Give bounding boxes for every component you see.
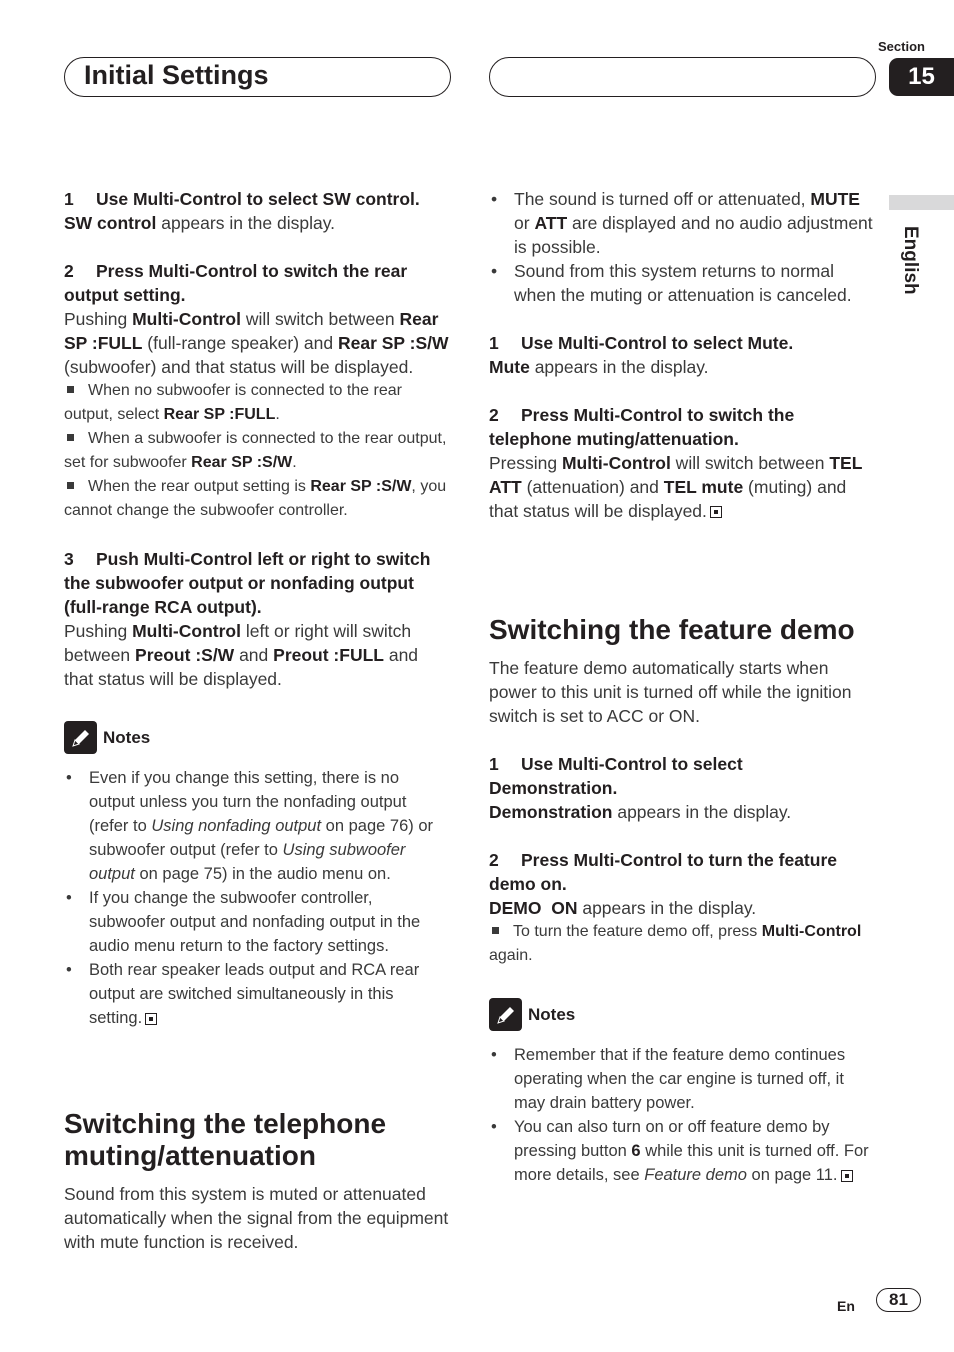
- section-label: Section: [878, 39, 925, 54]
- right-column: [489, 187, 874, 523]
- list-item: • Both rear speaker leads output and RCA rear output are switched simultaneously in this setting.: [64, 958, 449, 1030]
- list-item: • You can also turn on or off feature demo by pressing button 6 while this unit is turned off. For more details, see Feature demo on page 11.: [489, 1115, 874, 1187]
- pencil-note-icon: [64, 721, 97, 754]
- pencil-note-icon: [489, 998, 522, 1031]
- paragraph: Demonstration appears in the display.: [489, 802, 792, 822]
- square-note: When no subwoofer is connected to the rear output, select Rear SP :FULL.: [64, 382, 402, 423]
- step-heading: 1 Use Multi-Control to select Demonstration.: [489, 754, 743, 798]
- paragraph: Sound from this system is muted or attenuated automatically when the signal from the equipment with mute function is received.: [64, 1184, 449, 1252]
- list-item: • The sound is turned off or attenuated, MUTE or ATT are displayed and no audio adjustment is possible.: [489, 187, 874, 259]
- square-bullet-icon: [67, 482, 74, 489]
- paragraph: Pushing Multi-Control will switch between Rear SP :FULL (full-range speaker) and Rear SP :S/W (subwoofer) and that status will be displayed.: [64, 309, 449, 377]
- paragraph: SW control appears in the display.: [64, 213, 336, 233]
- end-mark-icon: [841, 1170, 853, 1182]
- notes-heading: Notes: [489, 998, 874, 1031]
- step-heading: 2 Press Multi-Control to switch the rear output setting.: [64, 261, 408, 305]
- list-item: • Even if you change this setting, there is no output unless you turn the nonfading output (refer to Using nonfading output on page 76) or subwoofer output (refer to Using subwoofer output on page 75) in the audio menu on.: [64, 766, 449, 886]
- left-column: [64, 187, 449, 1030]
- feature-demo-section: [489, 614, 874, 1187]
- section-heading: Switching the telephone muting/attenuation: [64, 1108, 387, 1171]
- step-heading: 2 Press Multi-Control to switch the telephone muting/attenuation.: [489, 405, 795, 449]
- footer-language: En: [837, 1298, 855, 1314]
- step-heading: 1 Use Multi-Control to select SW control.: [64, 189, 420, 209]
- square-bullet-icon: [492, 927, 499, 934]
- notes-list: [64, 766, 449, 1030]
- telephone-section: [64, 1108, 449, 1254]
- square-bullet-icon: [67, 386, 74, 393]
- language-tab: [889, 195, 954, 210]
- list-item: • Remember that if the feature demo continues operating when the car engine is turned off, it may drain battery power.: [489, 1043, 874, 1115]
- list-item: • If you change the subwoofer controller, subwoofer output and nonfading output in the audio menu return to the factory settings.: [64, 886, 449, 958]
- end-mark-icon: [145, 1013, 157, 1025]
- paragraph: DEMO ON appears in the display.: [489, 898, 757, 918]
- square-note: When a subwoofer is connected to the rear output, set for subwoofer Rear SP :S/W.: [64, 430, 447, 471]
- list-item: • Sound from this system returns to normal when the muting or attenuation is canceled.: [489, 259, 874, 307]
- end-mark-icon: [710, 506, 722, 518]
- square-note: To turn the feature demo off, press Multi-Control again.: [489, 923, 862, 964]
- square-bullet-icon: [67, 434, 74, 441]
- paragraph: Pushing Multi-Control left or right will switch between Preout :S/W and Preout :FULL and that status will be displayed.: [64, 621, 419, 689]
- page-title: Initial Settings: [84, 60, 269, 90]
- notes-list: [489, 1043, 874, 1187]
- notes-heading: Notes: [64, 721, 449, 754]
- paragraph: Mute appears in the display.: [489, 357, 709, 377]
- bullet-list: [489, 187, 874, 307]
- square-note: When the rear output setting is Rear SP :S/W, you cannot change the subwoofer controller.: [64, 478, 447, 519]
- step-heading: 2 Press Multi-Control to turn the feature demo on.: [489, 850, 837, 894]
- header-blank-frame: [489, 57, 876, 97]
- page-number: 81: [876, 1288, 921, 1312]
- language-label: English: [900, 226, 921, 295]
- paragraph: Pressing Multi-Control will switch between TEL ATT (attenuation) and TEL mute (muting) and that status will be displayed.: [489, 453, 863, 521]
- step-heading: 3 Push Multi-Control left or right to switch the subwoofer output or nonfading output (full-range RCA output).: [64, 549, 431, 617]
- paragraph: The feature demo automatically starts when power to this unit is turned off while the ignition switch is set to ACC or ON.: [489, 658, 852, 726]
- section-heading: Switching the feature demo: [489, 614, 855, 645]
- step-heading: 1 Use Multi-Control to select Mute.: [489, 333, 794, 353]
- section-number: 15: [889, 58, 954, 96]
